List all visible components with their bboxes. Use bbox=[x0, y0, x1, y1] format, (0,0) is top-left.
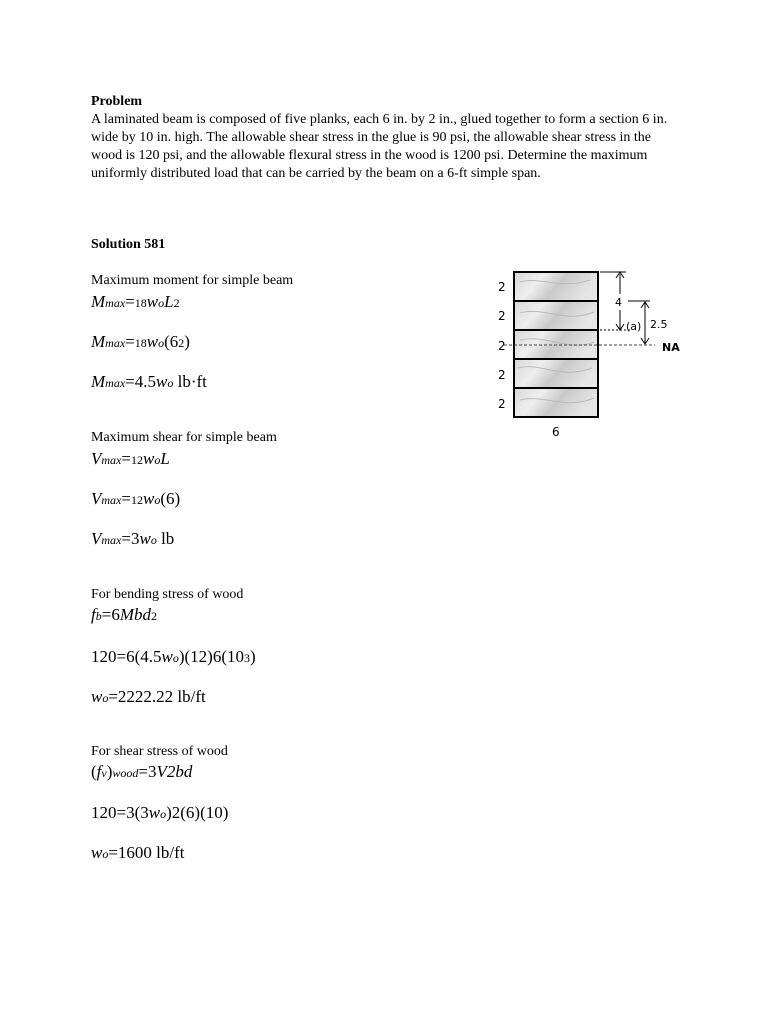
plank-5 bbox=[514, 388, 598, 417]
eq-exponent: 2 bbox=[173, 296, 180, 310]
eq-term: 120=3(3 bbox=[91, 803, 149, 822]
dimension-2-5-label: 2.5 bbox=[650, 318, 668, 331]
eq-exponent: 2 bbox=[151, 609, 157, 623]
eq-symbol: w bbox=[146, 332, 159, 351]
eq-symbol: f bbox=[96, 762, 102, 781]
eq-term: )(12)6(10 bbox=[178, 647, 244, 666]
eq-unit: lb bbox=[156, 529, 175, 548]
moment-label: Maximum moment for simple beam bbox=[91, 273, 294, 288]
bending-equation-2 bbox=[91, 647, 256, 668]
eq-symbol: w bbox=[156, 372, 168, 391]
shear-wood-label: For shear stress of wood bbox=[91, 744, 228, 759]
eq-subscript: max bbox=[101, 533, 122, 547]
eq-symbol: w bbox=[91, 687, 103, 706]
eq-operator: = bbox=[125, 292, 135, 311]
eq-subscript: v bbox=[101, 766, 107, 780]
eq-exponent: 2 bbox=[178, 336, 185, 350]
moment-equation-1 bbox=[91, 292, 180, 313]
eq-term: ( bbox=[91, 762, 97, 781]
eq-fraction: 18 bbox=[134, 296, 147, 310]
eq-symbol: M bbox=[91, 332, 106, 351]
eq-term: ) bbox=[250, 647, 256, 666]
eq-term: ) bbox=[184, 332, 190, 351]
eq-symbol: L bbox=[164, 292, 174, 311]
eq-term: (6) bbox=[160, 489, 181, 508]
eq-symbol: V bbox=[91, 489, 102, 508]
eq-term: (6 bbox=[164, 332, 179, 351]
eq-term: )2(6)(10) bbox=[166, 803, 229, 822]
problem-heading: Problem bbox=[91, 94, 143, 109]
eq-symbol: f bbox=[91, 605, 96, 624]
eq-symbol: w bbox=[146, 292, 159, 311]
eq-subscript: o bbox=[102, 691, 109, 705]
moment-equation-2 bbox=[91, 332, 190, 353]
eq-exponent: 3 bbox=[244, 651, 250, 665]
eq-symbol: w bbox=[142, 449, 155, 468]
eq-symbol: w bbox=[91, 843, 103, 862]
bending-label: For bending stress of wood bbox=[91, 587, 244, 602]
width-label: 6 bbox=[552, 425, 560, 439]
eq-operator: =4.5 bbox=[125, 372, 157, 391]
shear-equation-1 bbox=[91, 449, 170, 470]
eq-operator: = bbox=[121, 489, 131, 508]
eq-subscript: o bbox=[160, 807, 167, 821]
neutral-axis-label: NA bbox=[662, 341, 680, 354]
eq-subscript: o bbox=[102, 847, 109, 861]
plank-label: 2 bbox=[498, 309, 506, 323]
eq-subscript: o bbox=[150, 533, 157, 547]
eq-symbol: w bbox=[139, 529, 151, 548]
eq-symbol: w bbox=[142, 489, 155, 508]
eq-symbol: M bbox=[91, 372, 106, 391]
plank-2 bbox=[514, 301, 598, 330]
eq-subscript: b bbox=[95, 609, 102, 623]
eq-unit: lb·ft bbox=[173, 372, 207, 391]
eq-symbol: V bbox=[91, 529, 102, 548]
eq-term: =1600 lb/ft bbox=[108, 843, 185, 862]
eq-operator: = bbox=[125, 332, 135, 351]
eq-fraction: 12 bbox=[130, 493, 143, 507]
dimension-4-label: 4 bbox=[615, 296, 622, 309]
eq-symbol: L bbox=[160, 449, 170, 468]
shear-equation-3 bbox=[91, 529, 174, 550]
eq-symbol: V2bd bbox=[156, 762, 193, 781]
shear-equation-2 bbox=[91, 489, 180, 510]
eq-symbol: V bbox=[91, 449, 102, 468]
eq-subscript: o bbox=[154, 493, 161, 507]
shear-wood-equation-3 bbox=[91, 843, 185, 864]
eq-operator: =3 bbox=[121, 529, 140, 548]
dimension-a-label: (a) bbox=[626, 320, 642, 333]
eq-symbol: w bbox=[161, 647, 173, 666]
eq-subscript: o bbox=[158, 296, 165, 310]
eq-subscript: max bbox=[105, 376, 126, 390]
eq-symbol: M bbox=[91, 292, 106, 311]
eq-operator: =6 bbox=[101, 605, 120, 624]
bending-equation-1 bbox=[91, 605, 157, 626]
eq-operator: =3 bbox=[138, 762, 157, 781]
moment-equation-3 bbox=[91, 372, 207, 393]
plank-4 bbox=[514, 359, 598, 388]
eq-fraction: 12 bbox=[130, 453, 143, 467]
plank-label: 2 bbox=[498, 368, 506, 382]
eq-subscript: o bbox=[158, 336, 165, 350]
eq-subscript: max bbox=[105, 336, 126, 350]
eq-term: 120=6(4.5 bbox=[91, 647, 162, 666]
eq-subscript: wood bbox=[112, 766, 139, 780]
eq-subscript: max bbox=[101, 493, 122, 507]
eq-subscript: o bbox=[172, 651, 179, 665]
bending-equation-3 bbox=[91, 687, 206, 708]
eq-subscript: o bbox=[167, 376, 174, 390]
beam-cross-section-figure bbox=[490, 268, 690, 443]
eq-operator: = bbox=[121, 449, 131, 468]
eq-term: ) bbox=[106, 762, 113, 781]
plank-label: 2 bbox=[498, 397, 506, 411]
shear-wood-equation-1 bbox=[91, 762, 192, 783]
eq-subscript: max bbox=[101, 453, 122, 467]
eq-term: =2222.22 lb/ft bbox=[108, 687, 206, 706]
eq-symbol: Mbd bbox=[119, 605, 151, 624]
eq-symbol: w bbox=[148, 803, 161, 822]
shear-wood-equation-2 bbox=[91, 803, 228, 824]
solution-heading: Solution 581 bbox=[91, 237, 166, 252]
shear-label: Maximum shear for simple beam bbox=[91, 430, 277, 445]
plank-1 bbox=[514, 272, 598, 301]
eq-fraction: 18 bbox=[134, 336, 147, 350]
problem-text: A laminated beam is composed of five planks, each 6 in. by 2 in., glued together to form a section 6 in. wide by 10 in. high. The allowable shear stress in the glue is 90 psi, the allowable shear stress in the wood is 120 psi, and the allowable flexural stress in the wood is 1200 psi. Determine the maximum uniformly distributed load that can be carried by the beam on a 6-ft simple span. bbox=[91, 112, 668, 181]
eq-subscript: o bbox=[154, 453, 161, 467]
plank-label: 2 bbox=[498, 280, 506, 294]
eq-subscript: max bbox=[105, 296, 126, 310]
plank-label: 2 bbox=[498, 339, 506, 353]
